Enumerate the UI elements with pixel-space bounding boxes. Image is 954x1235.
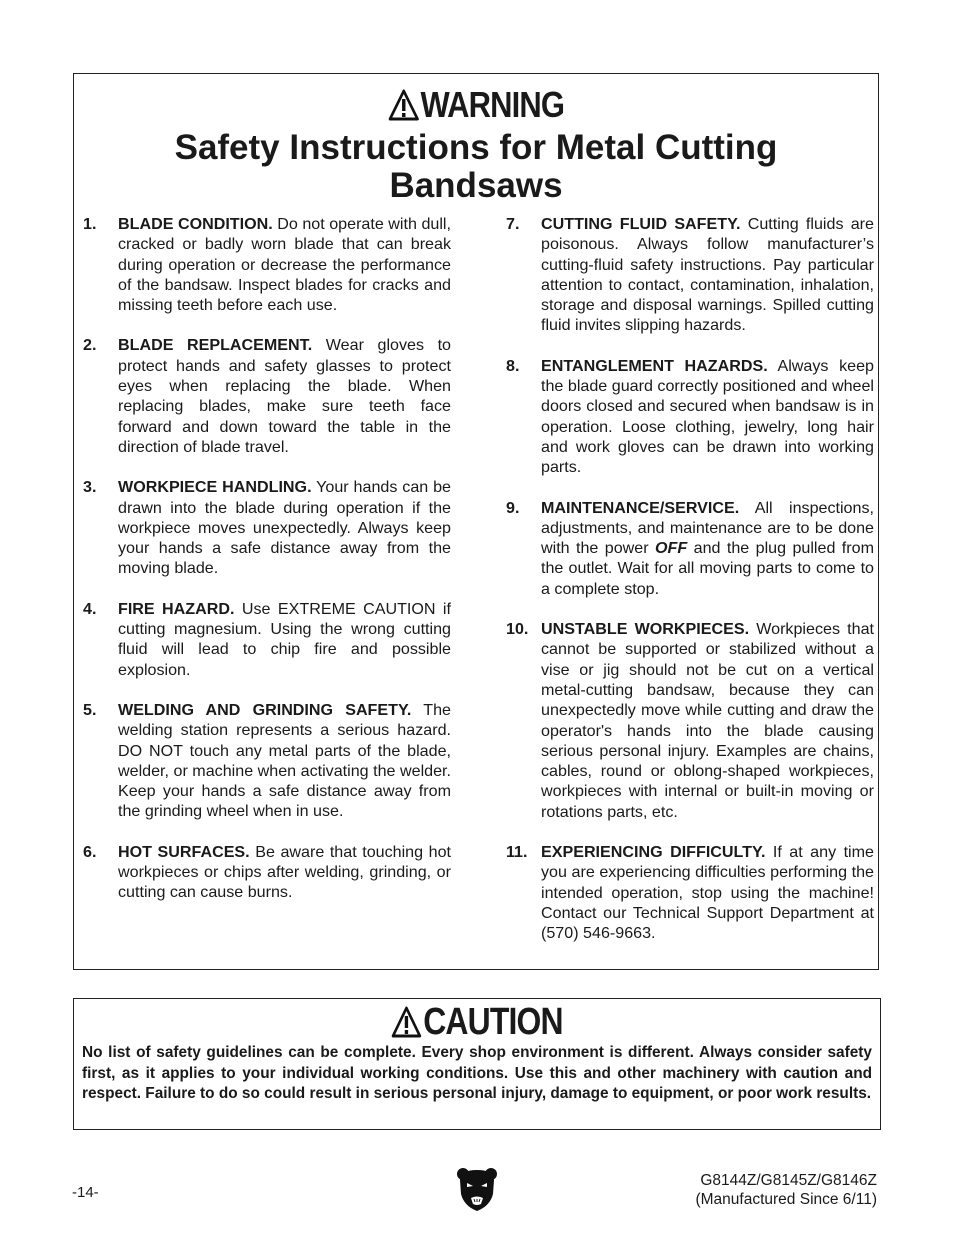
item-heading: FIRE HAZARD. [118, 599, 235, 618]
item-text: All inspections, adjustments, and maintenance are to be done with the power [541, 498, 874, 558]
list-item [506, 619, 874, 822]
page-number: -14- [72, 1184, 99, 1201]
item-number: 6. [83, 842, 97, 861]
item-text: Be aware that touching hot workpieces or chips after welding, grinding, or cutting can cause burns. [118, 842, 451, 902]
manufacture-date: (Manufactured Since 6/11) [695, 1191, 877, 1208]
right-column [506, 214, 874, 964]
item-emphasis: OFF [655, 539, 688, 558]
list-item [83, 700, 451, 822]
page-title [74, 129, 878, 205]
caution-box [73, 998, 881, 1130]
item-heading: WELDING AND GRINDING SAFETY. [118, 700, 412, 719]
item-number: 5. [83, 700, 97, 719]
model-numbers: G8144Z/G8145Z/G8146Z [700, 1172, 877, 1189]
list-item [83, 335, 451, 457]
caution-signal-word [138, 1001, 815, 1044]
warning-label: WARNING [420, 84, 565, 125]
item-number: 3. [83, 478, 97, 497]
caution-label: CAUTION [423, 1001, 563, 1043]
item-heading: WORKPIECE HANDLING. [118, 478, 312, 497]
item-text: If at any time you are experiencing difficulties performing the intended operation, stop using the machine! Contact our Technical Support Department at (570) 546-9663. [541, 843, 874, 943]
item-text: Your hands can be drawn into the blade during operation if the workpiece moves unexpectedly. Always keep your hands a safe distance away from the moving blade. [118, 478, 451, 578]
list-item [83, 477, 451, 578]
item-number: 10. [506, 620, 529, 639]
item-number: 8. [506, 356, 520, 375]
item-heading: BLADE REPLACEMENT. [118, 336, 313, 355]
item-text: The welding station represents a serious hazard. DO NOT touch any metal parts of the blade, welder, or machine when activating the welder. Keep your hands a safe distance away from the grinding wheel when in use. [118, 700, 451, 821]
item-text: Cutting fluids are poisonous. Always follow manufacturer’s cutting-fluid safety instructions. Pay particular attention to contact, contamination, inhalation, storage and disposal warnings. Spilled cutting fluid invites slipping hazards. [541, 215, 874, 335]
caution-text: No list of safety guidelines can be complete. Every shop environment is different. Always consider safety first, as it applies to your individual working conditions. Use this and other machinery with caution and respect. Failure to do so could result in serious personal injury, damage to equipment, or poor work results. [82, 1044, 872, 1102]
item-number: 2. [83, 336, 97, 355]
list-item [506, 356, 874, 478]
item-text: Always keep the blade guard correctly positioned and wheel doors closed and secured when bandsaw is in operation. Loose clothing, jewelry, long hair and work gloves can be drawn into working parts. [541, 356, 874, 477]
item-number: 11. [506, 843, 528, 862]
list-item [83, 599, 451, 680]
left-column [83, 214, 451, 923]
warning-box [73, 73, 879, 970]
item-text: Workpieces that cannot be supported or stabilized without a vise or jig should not be cut on a vertical metal-cutting bandsaw, because they can unexpectedly move while cutting and draw the operator's hands into the blade causing serious personal injury. Examples are chains, cables, round or oblong-shaped workpieces, workpieces with internal or built-in moving or rotations parts, etc. [541, 620, 874, 821]
list-item [506, 214, 874, 336]
list-item [506, 842, 874, 943]
item-number: 7. [506, 215, 520, 233]
item-number: 1. [83, 215, 97, 233]
item-heading: HOT SURFACES. [118, 842, 250, 861]
item-number: 9. [506, 498, 520, 517]
list-item [83, 214, 451, 315]
item-heading: MAINTENANCE/SERVICE. [541, 498, 740, 517]
item-heading: BLADE CONDITION. [118, 215, 273, 233]
item-number: 4. [83, 599, 97, 618]
bear-head-logo-icon [456, 1166, 498, 1212]
title-line-1: Safety Instructions for Metal Cutting [174, 128, 778, 167]
item-text: Wear gloves to protect hands and safety glasses to protect eyes when replacing the blade. When replacing blades, make sure teeth face forward and down toward the table in the direction of blade travel. [118, 336, 451, 456]
item-heading: EXPERIENCING DIFFICULTY. [541, 843, 766, 862]
title-line-2: Bandsaws [389, 166, 563, 205]
list-item [83, 842, 451, 903]
list-item [506, 498, 874, 599]
item-text: Use EXTREME CAUTION if cutting magnesium. Using the wrong cutting fluid will lead to chip fire and possible explosion. [118, 599, 451, 679]
item-heading: UNSTABLE WORKPIECES. [541, 620, 750, 639]
item-heading: CUTTING FLUID SAFETY. [541, 215, 741, 233]
item-text-continued: and the plug pulled from the outlet. Wait for all moving parts to come to a complete stop. [541, 539, 874, 598]
warning-triangle-icon [391, 1006, 421, 1038]
item-text: Do not operate with dull, cracked or badly worn blade that can break during operation or decrease the performance of the bandsaw. Inspect blades for cracks and missing teeth before each use. [118, 215, 451, 315]
model-info [695, 1171, 877, 1209]
item-heading: ENTANGLEMENT HAZARDS. [541, 356, 768, 375]
warning-signal-word [130, 84, 821, 126]
warning-triangle-icon [388, 89, 419, 121]
